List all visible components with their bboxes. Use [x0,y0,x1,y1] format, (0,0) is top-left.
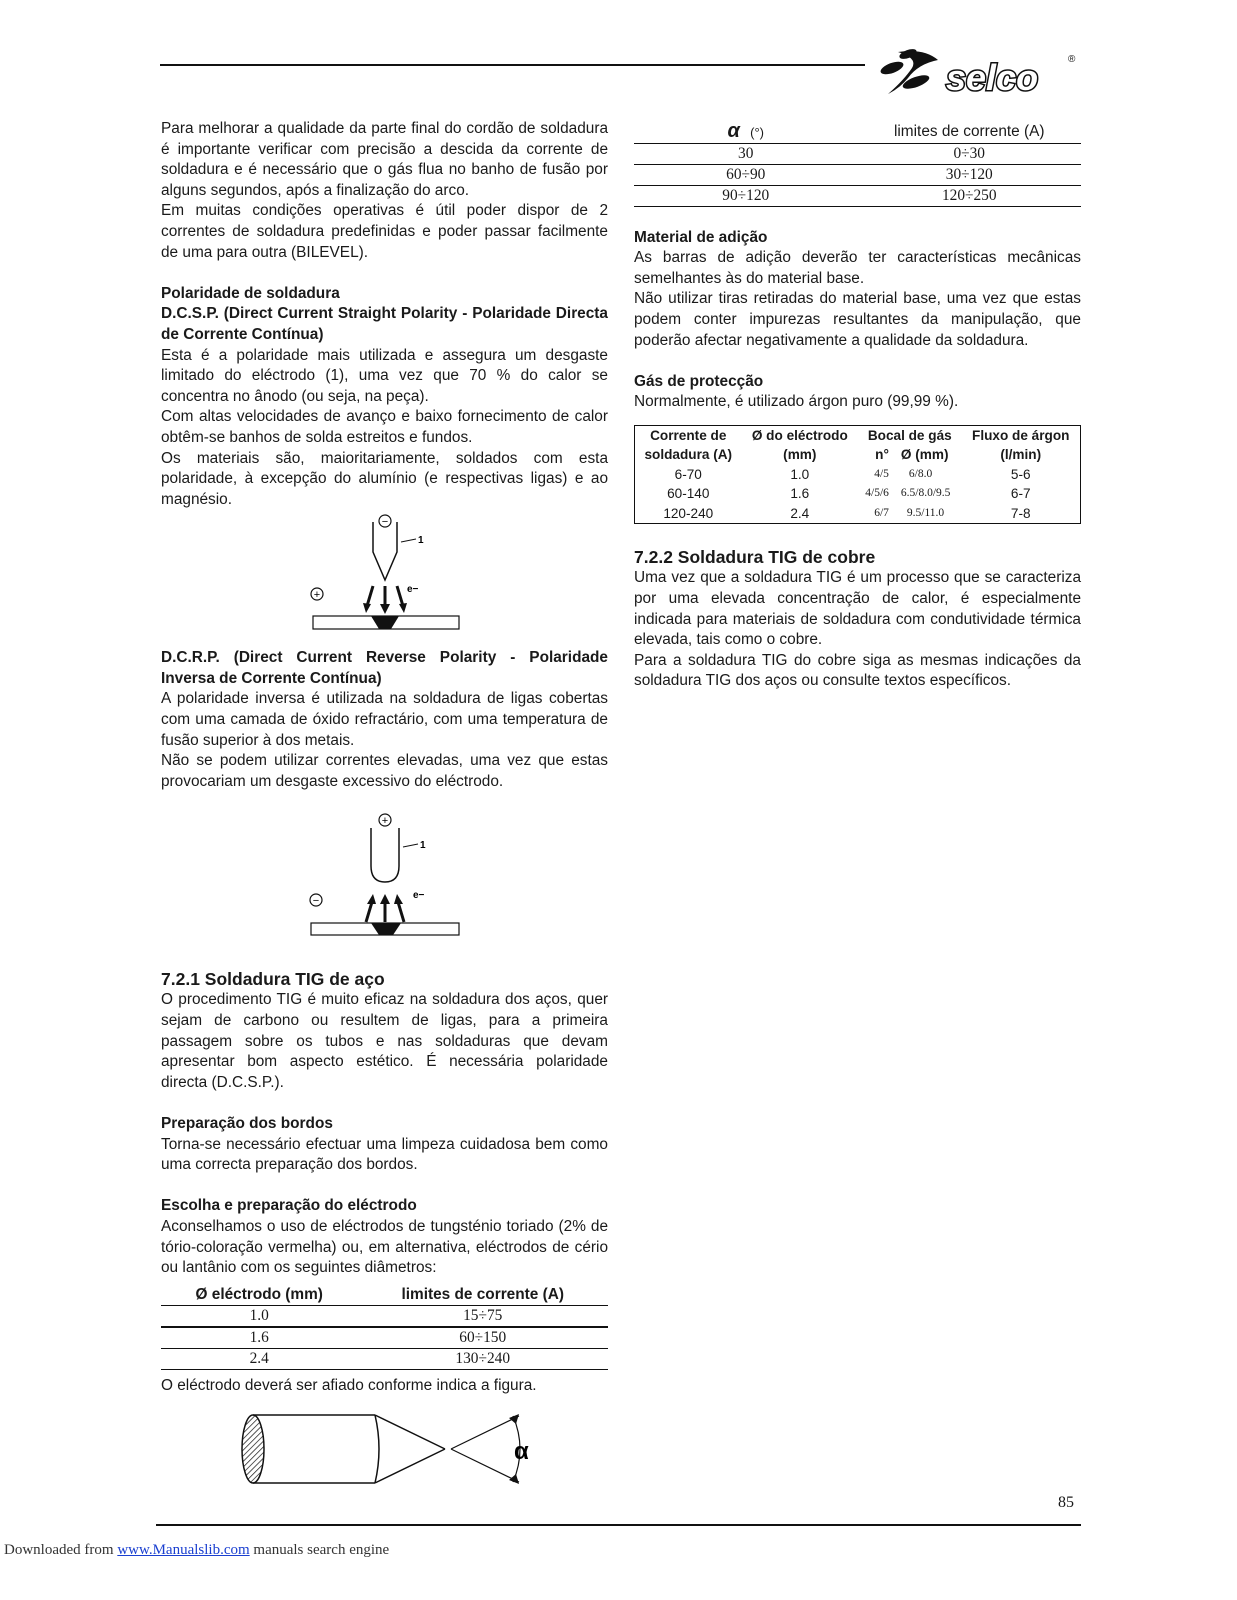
table-cell: 6/8.0 [908,467,933,480]
table-cell: 1.0 [790,466,810,482]
gas-table [634,425,1081,525]
table-cell: 1.0 [161,1305,357,1327]
download-footer [4,1542,389,1559]
section-721-heading: 7.2.1 Soldadura TIG de aço [161,969,385,990]
logo-wordmark: selco [946,57,1039,98]
dcsp-paragraph-1: Esta é a polaridade mais utilizada e assegura um desgaste limitado do eléctrodo (1), uma vez que 70 % do calor se concentra no ânodo (ou seja, na peça). [161,346,608,405]
table-cell: 7-8 [1010,505,1031,521]
angle-current-table [634,121,1081,207]
angle-unit: (°) [750,125,765,140]
edge-prep-paragraph: Torna-se necessário efectuar uma limpeza cuidadosa bem como uma correcta preparação dos bordos. [161,1135,608,1174]
dcrp-diagram [161,792,608,968]
table-row [635,504,1081,524]
section-722-paragraph-2: Para a soldadura TIG do cobre siga as mesmas indicações da soldadura TIG dos aços ou consulte textos específicos. [634,651,1081,690]
edge-prep-heading: Preparação dos bordos [161,1115,333,1132]
table-cell: 5-6 [1010,466,1031,482]
table-cell: 30÷120 [858,165,1082,186]
table-row [634,144,1081,165]
gas-table-subheader-current: soldadura (A) [644,447,733,463]
dcsp-heading: D.C.S.P. (Direct Current Straight Polarity - Polaridade Directa de Corrente Contínua) [161,305,608,343]
table-cell: 60÷150 [357,1327,608,1349]
dcsp-paragraph-2: Com altas velocidades de avanço e baixo fornecimento de calor obtêm-se banhos de solda estreitos e fundos. [161,408,608,446]
table-header-row [635,445,1081,465]
table-cell: 1.6 [790,486,810,502]
table-cell: 60÷90 [634,165,858,186]
electrode-table-header-diameter: Ø eléctrodo (mm) [161,1285,357,1306]
table-cell: 130÷240 [357,1348,608,1369]
right-column [634,119,1081,692]
table-row [635,484,1081,504]
gas-paragraph: Normalmente, é utilizado árgon puro (99,99 %). [634,393,959,411]
table-row [634,165,1081,186]
table-row [635,465,1081,485]
sharpen-paragraph: O eléctrodo deverá ser afiado conforme indica a figura. [161,1376,537,1394]
dcrp-paragraph-2: Não se podem utilizar correntes elevadas, uma vez que estas provocariam um desgaste excessivo do eléctrodo. [161,752,608,790]
dcsp-electrode-label: 1 [418,535,424,547]
table-cell: 90÷120 [634,186,858,207]
dcsp-diagram [161,510,608,648]
table-cell: 6-7 [1010,486,1031,502]
table-cell: 9.5/11.0 [906,506,945,519]
section-722-heading: 7.2.2 Soldadura TIG de cobre [634,547,876,568]
dcrp-electrode-sign: + [381,815,389,828]
table-cell: 4/5/6 [865,487,889,500]
dcrp-heading: D.C.R.P. (Direct Current Reverse Polarity - Polaridade Inversa de Corrente Contínua) [161,649,608,687]
dcsp-work-sign: + [313,589,321,602]
gas-table-header-nozzle: Bocal de gás [867,427,952,443]
electrode-heading: Escolha e preparação do eléctrodo [161,1197,417,1215]
table-row [161,1348,608,1369]
table-header-row [634,121,1081,144]
table-cell: 6/7 [874,506,889,519]
table-header-row [635,425,1081,445]
angle-table-header-limits: limites de corrente (A) [858,121,1082,144]
manualslib-link[interactable]: www.Manualslib.com [117,1542,250,1558]
section-722-paragraph-1: Uma vez que a soldadura TIG é um processo que se caracteriza por uma elevada concentração de calor, é especialmente indicada para materiais de soldadura com condutividade térmica elevada, tais como o cobre. [634,569,1081,649]
table-cell: 0÷30 [858,144,1082,165]
table-cell: 2.4 [161,1348,357,1369]
section-721-paragraph: O procedimento TIG é muito eficaz na soldadura dos aços, quer sejam de carbono ou resultem de ligas, para a primeira passagem sobre os tubos e nas soldaduras que devam apresentar bom aspecto estético. É necessária polaridade directa (D.C.S.P.). [161,991,608,1091]
footer-prefix: Downloaded from [4,1542,118,1558]
table-cell: 6-70 [674,466,702,482]
table-cell: 4/5 [874,467,889,480]
dcsp-paragraph-3: Os materiais são, maioritariamente, soldados com esta polaridade, à excepção do alumínio (e respectivas ligas) e ao magnésio. [161,449,608,508]
gas-table-header-flow: Fluxo de árgon [972,427,1070,443]
dcrp-work-sign: − [312,895,320,908]
table-cell: 120-240 [663,505,714,521]
table-cell: 6.5/8.0/9.5 [900,487,951,500]
table-row [161,1327,608,1349]
filler-heading: Material de adição [634,228,768,246]
electrode-paragraph: Aconselhamos o uso de eléctrodos de tungsténio toriado (2% de tório-coloração vermelha) ou, em alternativa, eléctrodos de cério ou lantânio com os seguintes diâmetros: [161,1217,608,1277]
intro-paragraph-1: Para melhorar a qualidade da parte final do cordão de soldadura é importante verificar com precisão a descida da corrente de soldadura e é necessário que o gás flua no banho de fusão por alguns segundos, após a finalização do arco. [161,120,608,199]
left-column [161,119,608,1490]
table-row [161,1305,608,1327]
alpha-symbol: α [727,120,740,142]
dcrp-paragraph-1: A polaridade inversa é utilizada na soldadura de ligas cobertas com uma camada de óxido refractário, com uma temperatura de fusão superior à dos metais. [161,690,608,749]
gas-table-header-electrode: Ø do eléctrodo [751,427,848,443]
dcsp-electron-label: e− [407,584,419,596]
table-row [634,186,1081,207]
gas-heading: Gás de protecção [634,372,764,390]
gas-table-subheader-nozzle-dia: Ø (mm) [900,447,949,463]
angle-table-header-angle [634,121,858,144]
electrode-table-header-limits: limites de corrente (A) [357,1285,608,1306]
table-cell: 1.6 [161,1327,357,1349]
dcrp-electron-label: e− [413,890,425,902]
gas-table-subheader-flow: (l/min) [1000,447,1042,463]
table-cell: 120÷250 [858,186,1082,207]
page-number: 85 [1058,1494,1074,1511]
table-cell: 2.4 [790,505,810,521]
polarity-heading: Polaridade de soldadura [161,284,340,302]
table-cell: 60-140 [667,486,710,502]
table-cell: 30 [634,144,858,165]
electrode-diameter-table [161,1285,608,1370]
filler-paragraph-2: Não utilizar tiras retiradas do material base, uma vez que estas podem conter impurezas resultantes da manipulação, que poderão afectar negativamente a qualidade da soldadura. [634,290,1081,349]
footer-rule [156,1524,1081,1526]
footer-suffix: manuals search engine [249,1542,390,1558]
intro-paragraph-2: Em muitas condições operativas é útil poder dispor de 2 correntes de soldadura predefinidas e poder passar facilmente de uma para outra (BILEVEL). [161,202,608,261]
dcsp-electrode-sign: − [381,516,389,529]
header-rule [160,64,865,66]
gas-table-header-current: Corrente de [650,427,727,443]
sharpen-angle-symbol: α [514,1438,529,1466]
dcrp-electrode-label: 1 [420,840,426,852]
filler-paragraph-1: As barras de adição deverão ter características mecânicas semelhantes às do material base. [634,249,1081,287]
electrode-sharpening-diagram [161,1396,608,1490]
gas-table-subheader-electrode: (mm) [783,447,817,463]
registered-mark: ® [1068,54,1076,65]
gas-table-subheader-nozzle-no: n° [875,447,889,463]
selco-logo [878,44,1078,100]
table-cell: 15÷75 [357,1305,608,1327]
